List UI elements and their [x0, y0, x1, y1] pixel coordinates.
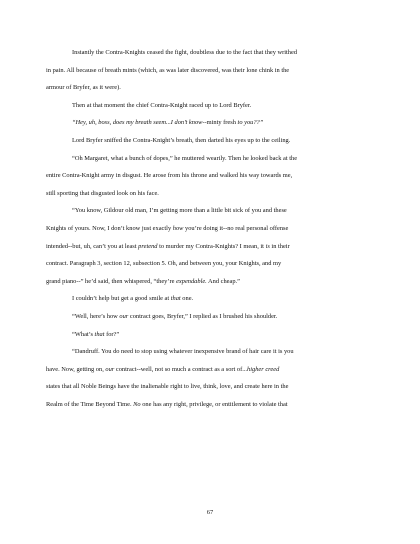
text-line [46, 396, 382, 414]
body-text [46, 44, 382, 413]
text-line [46, 79, 382, 97]
italic-text-segment: No [133, 400, 141, 408]
text-segment: for?” [104, 330, 120, 338]
text-segment: entire Contra-Knight army in disgust. He arose from his throne and walked his way towards me, [46, 172, 293, 180]
text-line [46, 114, 382, 132]
text-segment: contract. Paragraph 3, section 12, subsection 5. Oh, and between you, your Knights, and my [46, 260, 282, 268]
text-segment: contract--well, not so much a contract as a sort of... [114, 365, 248, 373]
italic-text-segment: our [105, 365, 115, 373]
text-line [46, 150, 382, 168]
text-line [46, 343, 382, 361]
text-segment: “Well, here’s how [72, 312, 120, 320]
text-segment: one. [180, 295, 194, 303]
italic-text-segment: our [119, 312, 129, 320]
text-line [46, 185, 382, 203]
text-segment: you’re doing it--no real personal offense [183, 224, 289, 232]
text-line [46, 44, 382, 62]
text-segment: one has any right, privilege, or entitlement to violate that [140, 400, 288, 408]
text-segment: “Dandruff. You do need to stop using whatever inexpensive brand of hair care it is you [72, 348, 294, 356]
italic-text-segment: expendable. [176, 277, 207, 285]
text-segment: Lord Bryfer sniffed the Contra-Knight’s breath, then darted his eyes up to the ceiling. [72, 136, 291, 144]
italic-text-segment: “Hey, uh, boss, does my breath seem...I don’t know-- [72, 119, 207, 127]
text-segment: to murder my Contra-Knights? I mean, it [157, 242, 266, 250]
italic-text-segment: how [172, 224, 184, 232]
text-line [46, 273, 382, 291]
page-number: 67 [206, 509, 214, 516]
text-line [46, 220, 382, 238]
text-segment: grand piano--” he’d said, then whispered, “they’re [46, 277, 177, 285]
text-segment: armour of Bryfer, as it were). [46, 84, 121, 92]
italic-text-segment: is [265, 242, 270, 250]
text-line [46, 255, 382, 273]
italic-text-segment: higher creed [247, 365, 280, 373]
text-line [46, 361, 382, 379]
text-segment: I couldn’t help but get a good smile at [72, 295, 171, 303]
text-line [46, 62, 382, 80]
italic-text-segment: that [94, 330, 105, 338]
text-line [46, 238, 382, 256]
text-line [46, 97, 382, 115]
italic-text-segment: pretend [138, 242, 158, 250]
text-segment: “Oh Margaret, what a bunch of dopes,” he muttered wearily. Then he looked back at the [72, 154, 298, 162]
text-line [46, 378, 382, 396]
text-segment: intended--but, uh, can’t you at least [46, 242, 139, 250]
text-segment: And cheap.” [206, 277, 240, 285]
italic-text-segment: that [170, 295, 181, 303]
text-segment: “What’s [72, 330, 95, 338]
text-segment: Then at that moment the chief Contra-Knight raced up to Lord Bryfer. [72, 101, 252, 109]
text-line [46, 132, 382, 150]
text-segment: minty fresh [206, 119, 238, 127]
text-segment: still sporting that disgusted look on his face. [46, 189, 159, 197]
text-segment: Knights of yours. Now, I don’t know just exactly [46, 224, 173, 232]
text-line [46, 202, 382, 220]
text-line [46, 290, 382, 308]
text-segment: contract goes, Bryfer,” I replied as I brushed his shoulder. [128, 312, 278, 320]
text-segment: have. Now, getting on, [46, 365, 106, 373]
text-segment: Realm of the Time Beyond Time. [46, 400, 134, 408]
text-segment: Instantly the Contra-Knights ceased the fight, doubtless due to the fact that they writhed [72, 49, 298, 56]
text-line [46, 167, 382, 185]
text-line [46, 326, 382, 344]
text-segment: “You know, Gildour old man, I’m getting more than a little bit sick of you and these [72, 207, 287, 215]
text-line [46, 308, 382, 326]
italic-text-segment: to you??” [237, 119, 264, 127]
text-segment: in pain. All because of breath mints (which, as was later discovered, was their lone chink in the [46, 66, 290, 74]
text-segment: states that all Noble Beings have the inalienable right to live, think, love, and create here in the [46, 383, 289, 391]
text-segment: in their [269, 242, 290, 250]
